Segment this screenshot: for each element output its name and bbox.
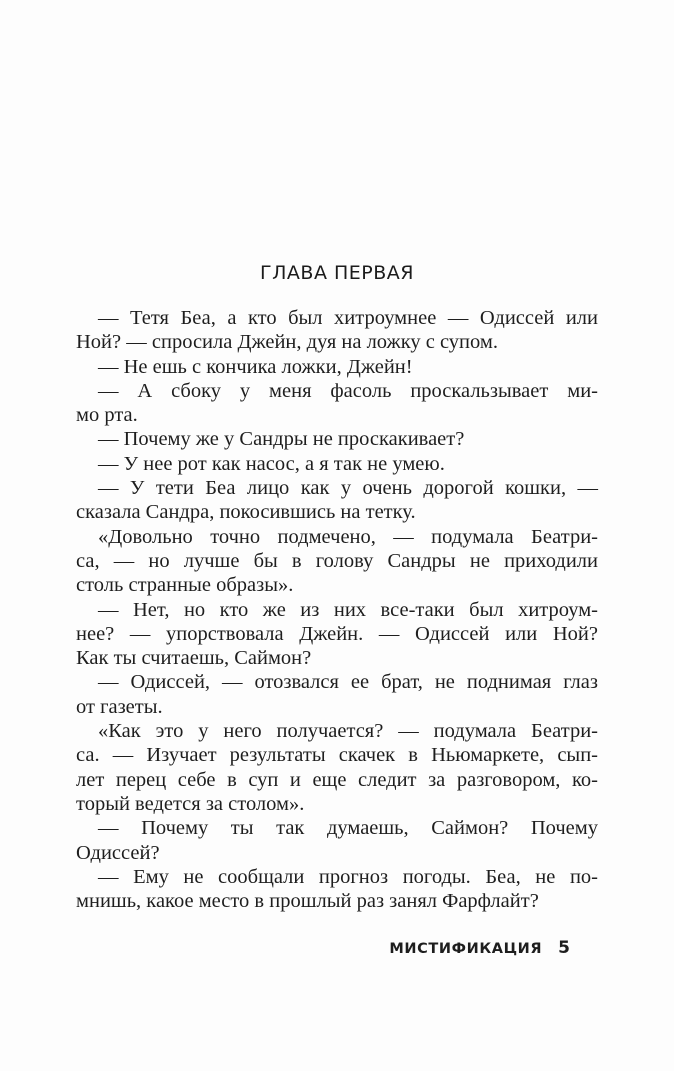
text-line: сказала Сандра, покосившись на тетку. — [76, 501, 416, 524]
text-line: от газеты. — [76, 695, 163, 718]
text-line: лет перец себе в суп и еще следит за разговором, ко- — [76, 768, 598, 791]
text-line: са. — Изучает результаты скачек в Ньюмаркете, сып- — [76, 744, 598, 767]
page-number: 5 — [558, 938, 570, 958]
text-line: «Довольно точно подмечено, — подумала Беатри- — [98, 525, 598, 548]
text-line: са, — но лучше бы в голову Сандры не приходили — [76, 549, 598, 572]
text-line: — У нее рот как насос, а я так не умею. — [98, 452, 445, 475]
text-line: — Тетя Беа, а кто был хитроумнее — Одиссей или — [98, 307, 598, 329]
text-line: Ной? — спросила Джейн, дуя на ложку с супом. — [76, 331, 498, 354]
text-line: мнишь, какое место в прошлый раз занял Фарфлайт? — [76, 890, 539, 913]
text-line: — Почему же у Сандры не проскакивает? — [98, 428, 465, 451]
text-line: — Одиссей, — отозвался ее брат, не поднимая глаз — [98, 671, 598, 694]
page-footer — [389, 938, 570, 958]
text-line: Как ты считаешь, Саймон? — [76, 647, 312, 670]
text-line: нее? — упорствовала Джейн. — Одиссей или Ной? — [76, 622, 598, 645]
text-line: — А сбоку у меня фасоль проскальзывает ми- — [98, 379, 598, 402]
text-line: мо рта. — [76, 404, 138, 427]
chapter-title: ГЛАВА ПЕРВАЯ — [260, 262, 414, 284]
running-head: МИСТИФИКАЦИЯ — [389, 941, 543, 957]
text-line: — Нет, но кто же из них все-таки был хитроум- — [98, 598, 598, 621]
text-line: столь странные образы». — [76, 574, 294, 597]
text-line: Одиссей? — [76, 841, 160, 864]
text-line: — Не ешь с кончика ложки, Джейн! — [98, 355, 413, 378]
text-line: торый ведется за столом». — [76, 792, 305, 815]
text-line: «Как это у него получается? — подумала Беатри- — [98, 720, 598, 743]
text-line: — У тети Беа лицо как у очень дорогой кошки, — — [98, 477, 598, 500]
text-line: — Ему не сообщали прогноз погоды. Беа, не по- — [98, 865, 598, 888]
text-line: — Почему ты так думаешь, Саймон? Почему — [98, 817, 598, 840]
body-text — [76, 306, 598, 913]
